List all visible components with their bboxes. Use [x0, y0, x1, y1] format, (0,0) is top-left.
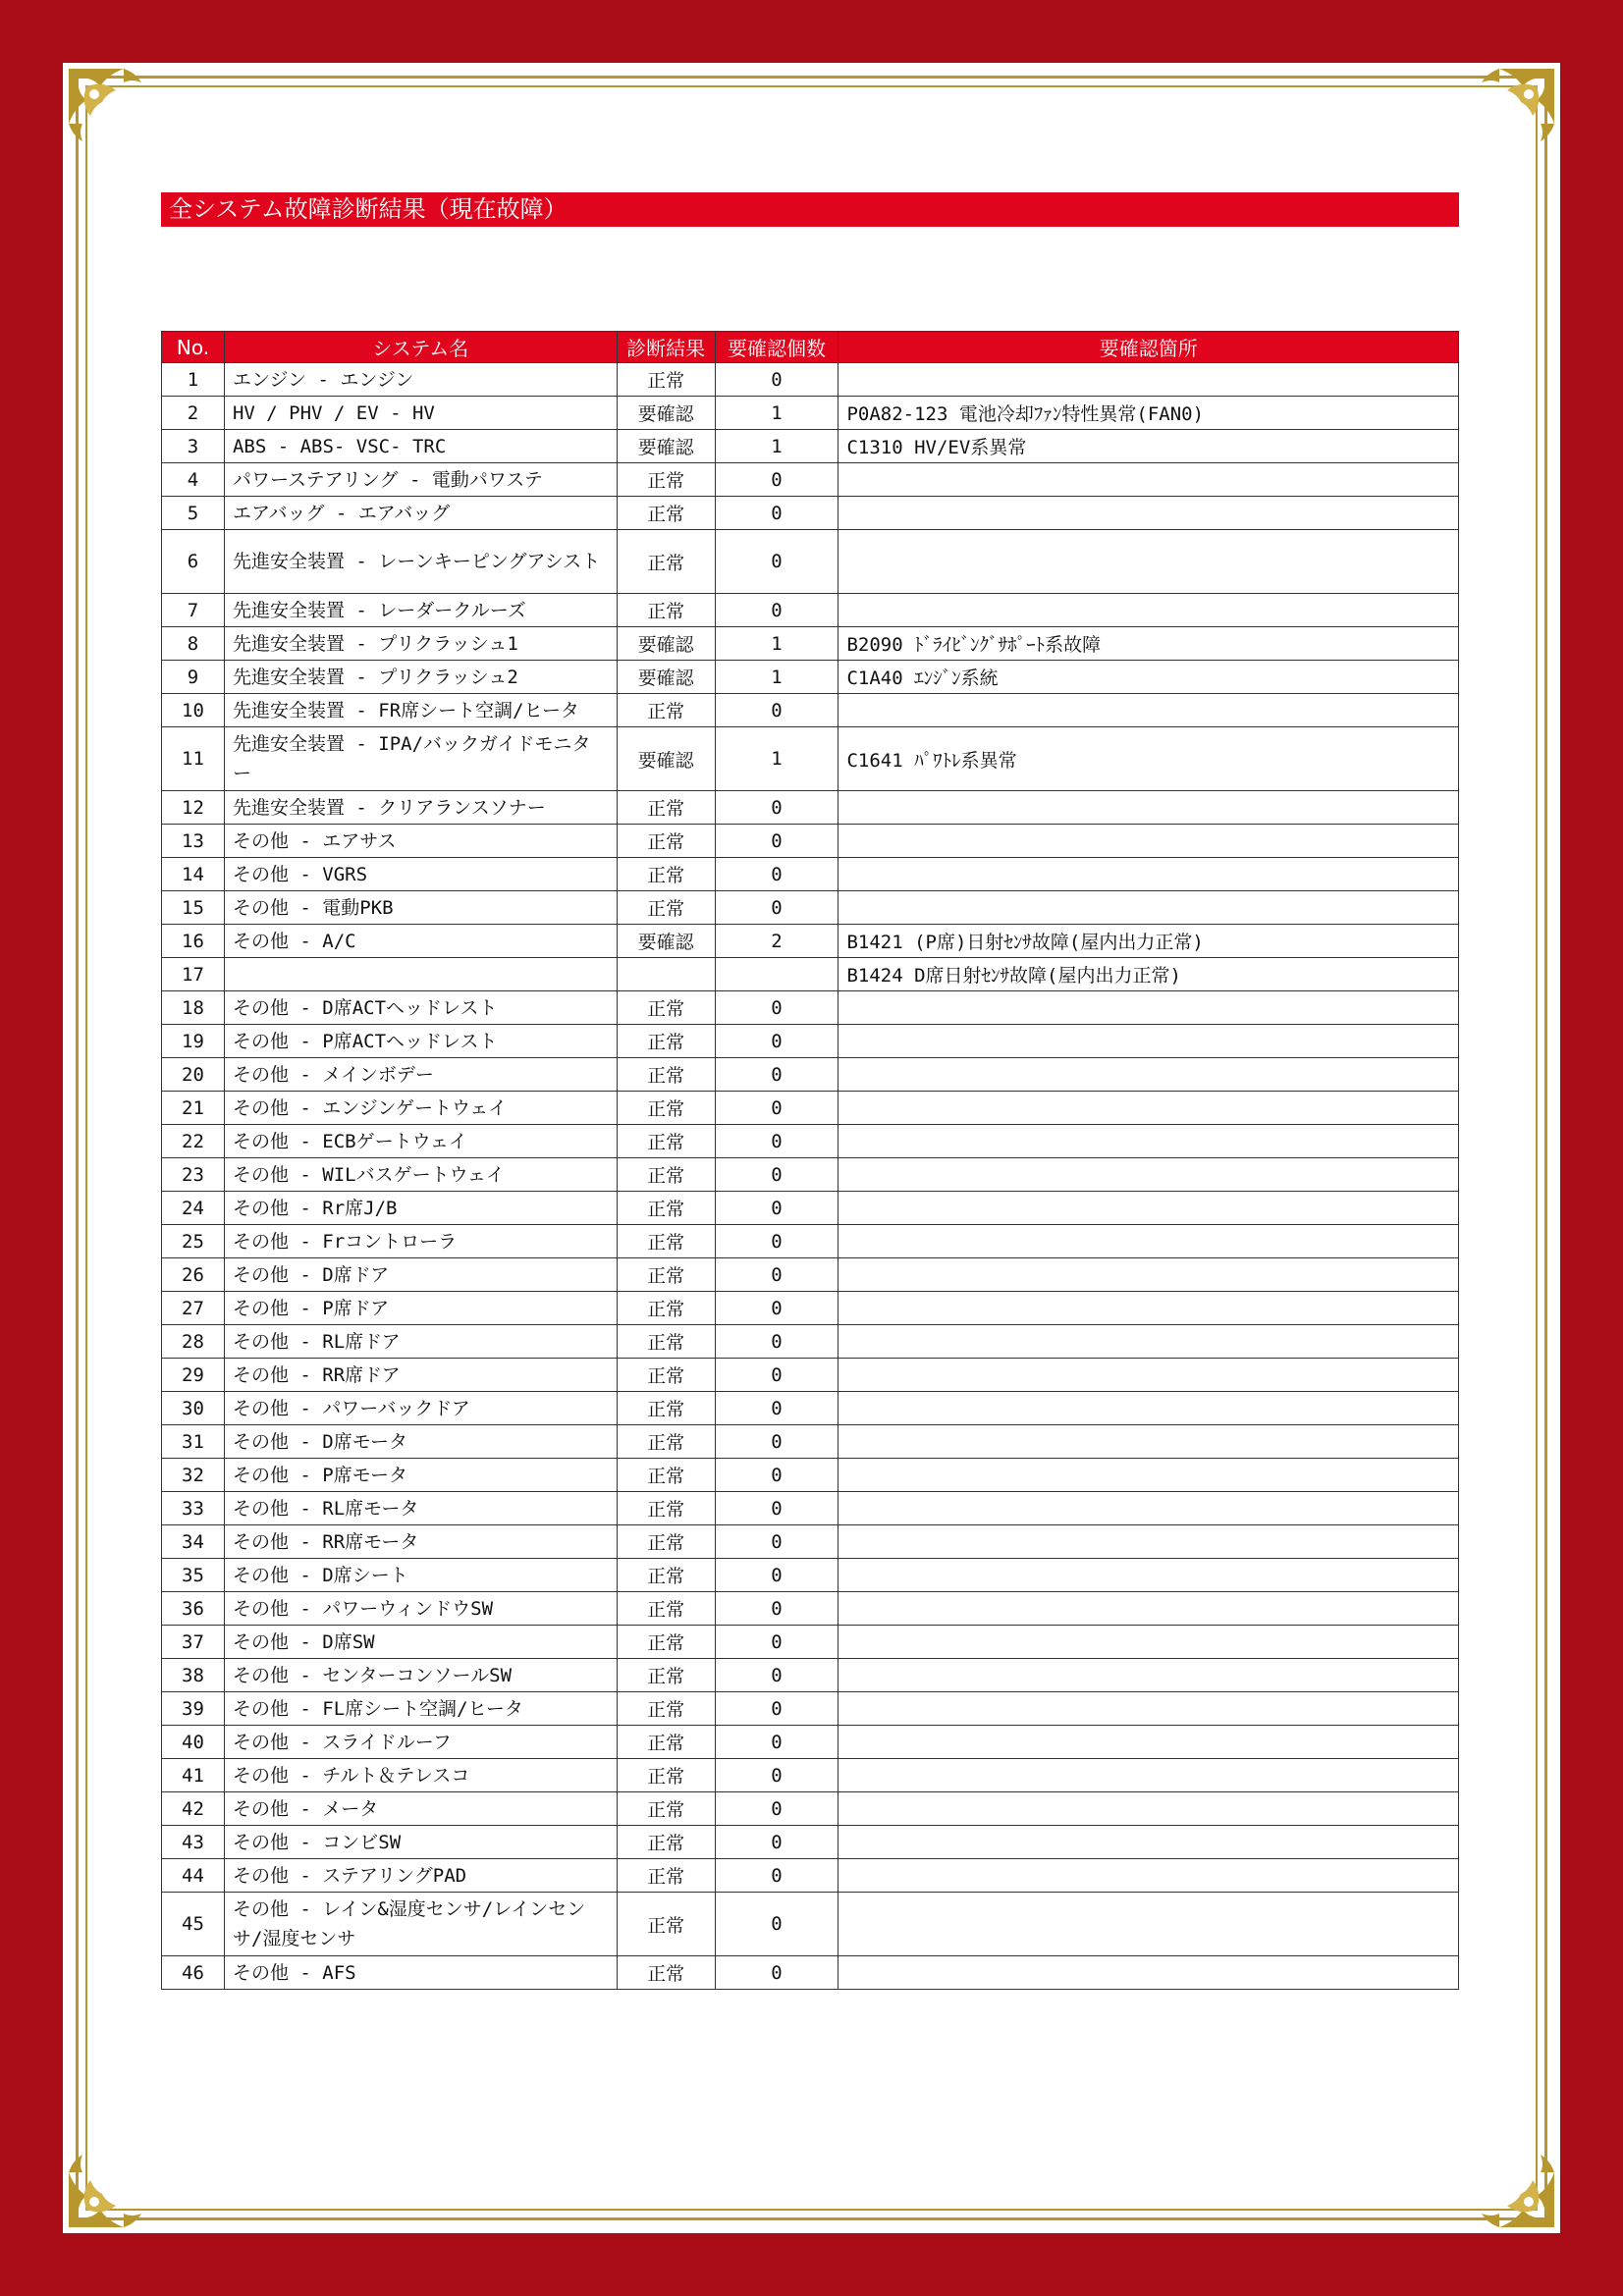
row-no: 36: [162, 1592, 225, 1626]
row-check-count: 0: [715, 1692, 839, 1726]
row-check-location: [839, 1125, 1459, 1158]
row-no: 45: [162, 1893, 225, 1956]
row-diagnosis-result: 正常: [617, 1192, 715, 1225]
row-system-name: その他 - パワーウィンドウSW: [224, 1592, 617, 1626]
table-row: [162, 1025, 1459, 1058]
row-check-location: [839, 1459, 1459, 1492]
row-check-location: [839, 363, 1459, 397]
row-system-name: その他 - VGRS: [224, 858, 617, 891]
row-check-location: [839, 1692, 1459, 1726]
table-row: [162, 1158, 1459, 1192]
row-system-name: その他 - D席SW: [224, 1626, 617, 1659]
row-check-location: [839, 1525, 1459, 1559]
row-check-location: [839, 891, 1459, 925]
row-no: 23: [162, 1158, 225, 1192]
row-diagnosis-result: 正常: [617, 1592, 715, 1626]
row-check-count: 0: [715, 463, 839, 497]
row-diagnosis-result: 正常: [617, 1893, 715, 1956]
ornament-corner-icon: [65, 65, 155, 155]
row-check-count: 0: [715, 1092, 839, 1125]
table-row: [162, 430, 1459, 463]
table-header-row: [162, 332, 1459, 363]
row-system-name: [224, 958, 617, 991]
row-check-count: 0: [715, 1325, 839, 1359]
row-diagnosis-result: 正常: [617, 1759, 715, 1792]
table-row: [162, 1726, 1459, 1759]
row-check-location: [839, 497, 1459, 530]
ornament-corner-icon: [1468, 2141, 1558, 2231]
ornament-corner-icon: [1468, 65, 1558, 155]
row-check-count: 0: [715, 530, 839, 594]
row-check-location: [839, 1792, 1459, 1826]
row-check-count: 0: [715, 1192, 839, 1225]
row-system-name: パワーステアリング - 電動パワステ: [224, 463, 617, 497]
row-system-name: その他 - RR席モータ: [224, 1525, 617, 1559]
row-system-name: その他 - AFS: [224, 1956, 617, 1990]
table-row: [162, 825, 1459, 858]
table-row: [162, 1192, 1459, 1225]
row-diagnosis-result: 要確認: [617, 727, 715, 791]
row-no: 34: [162, 1525, 225, 1559]
row-no: 14: [162, 858, 225, 891]
row-check-location: [839, 1225, 1459, 1258]
row-system-name: その他 - パワーバックドア: [224, 1392, 617, 1425]
row-system-name: その他 - RL席モータ: [224, 1492, 617, 1525]
row-diagnosis-result: 正常: [617, 1459, 715, 1492]
table-row: [162, 1359, 1459, 1392]
row-diagnosis-result: 要確認: [617, 661, 715, 694]
row-system-name: エンジン - エンジン: [224, 363, 617, 397]
table-row: [162, 463, 1459, 497]
row-no: 16: [162, 925, 225, 958]
table-row: [162, 594, 1459, 627]
row-check-location: [839, 1726, 1459, 1759]
row-check-location: [839, 694, 1459, 727]
row-check-location: [839, 1659, 1459, 1692]
row-check-count: [715, 958, 839, 991]
row-check-count: 0: [715, 1459, 839, 1492]
row-check-location: [839, 1158, 1459, 1192]
row-no: 11: [162, 727, 225, 791]
row-diagnosis-result: 正常: [617, 497, 715, 530]
table-row: [162, 1592, 1459, 1626]
row-check-location: [839, 1759, 1459, 1792]
table-row: [162, 1292, 1459, 1325]
row-system-name: その他 - D席モータ: [224, 1425, 617, 1459]
row-no: 13: [162, 825, 225, 858]
row-check-count: 0: [715, 1058, 839, 1092]
row-check-count: 1: [715, 627, 839, 661]
table-row: [162, 791, 1459, 825]
row-diagnosis-result: 正常: [617, 1525, 715, 1559]
row-diagnosis-result: 正常: [617, 1792, 715, 1826]
row-no: 18: [162, 991, 225, 1025]
table-row: [162, 1559, 1459, 1592]
row-diagnosis-result: 正常: [617, 1559, 715, 1592]
row-check-count: 0: [715, 1726, 839, 1759]
row-system-name: その他 - レイン&湿度センサ/レインセンサ/湿度センサ: [224, 1893, 617, 1956]
row-check-location: [839, 1058, 1459, 1092]
row-check-count: 0: [715, 991, 839, 1025]
table-row: [162, 530, 1459, 594]
row-check-location: [839, 1626, 1459, 1659]
row-check-count: 0: [715, 694, 839, 727]
row-check-count: 0: [715, 1859, 839, 1893]
row-check-count: 0: [715, 891, 839, 925]
row-diagnosis-result: 正常: [617, 694, 715, 727]
row-system-name: 先進安全装置 - クリアランスソナー: [224, 791, 617, 825]
table-row: [162, 1058, 1459, 1092]
table-row: [162, 694, 1459, 727]
row-diagnosis-result: 正常: [617, 858, 715, 891]
row-check-count: 0: [715, 1759, 839, 1792]
report-page: [63, 63, 1560, 2233]
row-check-location: [839, 1392, 1459, 1425]
row-system-name: その他 - P席モータ: [224, 1459, 617, 1492]
row-no: 12: [162, 791, 225, 825]
table-row: [162, 497, 1459, 530]
row-no: 6: [162, 530, 225, 594]
table-row: [162, 1125, 1459, 1158]
row-check-count: 0: [715, 1525, 839, 1559]
row-no: 20: [162, 1058, 225, 1092]
row-no: 30: [162, 1392, 225, 1425]
row-system-name: その他 - 電動PKB: [224, 891, 617, 925]
row-system-name: その他 - RR席ドア: [224, 1359, 617, 1392]
row-system-name: その他 - チルト＆テレスコ: [224, 1759, 617, 1792]
row-no: 38: [162, 1659, 225, 1692]
table-row: [162, 1826, 1459, 1859]
row-system-name: その他 - センターコンソールSW: [224, 1659, 617, 1692]
row-check-location: [839, 1292, 1459, 1325]
table-row: [162, 1956, 1459, 1990]
table-row: [162, 1392, 1459, 1425]
row-no: 44: [162, 1859, 225, 1893]
row-no: 28: [162, 1325, 225, 1359]
row-system-name: 先進安全装置 - IPA/バックガイドモニター: [224, 727, 617, 791]
table-body: [162, 363, 1459, 1990]
row-diagnosis-result: 正常: [617, 991, 715, 1025]
row-no: 24: [162, 1192, 225, 1225]
row-system-name: その他 - D席シート: [224, 1559, 617, 1592]
table-row: [162, 1258, 1459, 1292]
row-check-location: [839, 1893, 1459, 1956]
row-diagnosis-result: 正常: [617, 1626, 715, 1659]
row-check-count: 0: [715, 825, 839, 858]
row-diagnosis-result: 正常: [617, 1292, 715, 1325]
row-check-location: [839, 1859, 1459, 1893]
row-check-location: B1424 D席日射ｾﾝｻ故障(屋内出力正常): [839, 958, 1459, 991]
row-no: 25: [162, 1225, 225, 1258]
ornament-corner-icon: [65, 2141, 155, 2231]
row-diagnosis-result: 正常: [617, 1225, 715, 1258]
row-diagnosis-result: 要確認: [617, 925, 715, 958]
row-no: 3: [162, 430, 225, 463]
row-no: 9: [162, 661, 225, 694]
row-diagnosis-result: 正常: [617, 1158, 715, 1192]
table-row: [162, 1525, 1459, 1559]
table-row: [162, 661, 1459, 694]
row-diagnosis-result: 正常: [617, 1258, 715, 1292]
row-check-location: [839, 463, 1459, 497]
row-no: 39: [162, 1692, 225, 1726]
row-system-name: その他 - ECBゲートウェイ: [224, 1125, 617, 1158]
header-system-name: システム名: [224, 332, 617, 363]
row-check-location: [839, 1092, 1459, 1125]
row-check-count: 0: [715, 1492, 839, 1525]
row-check-location: [839, 530, 1459, 594]
row-system-name: エアバッグ - エアバッグ: [224, 497, 617, 530]
row-diagnosis-result: 正常: [617, 891, 715, 925]
row-no: 43: [162, 1826, 225, 1859]
row-system-name: 先進安全装置 - FR席シート空調/ヒータ: [224, 694, 617, 727]
row-no: 29: [162, 1359, 225, 1392]
row-check-count: 0: [715, 1292, 839, 1325]
row-no: 35: [162, 1559, 225, 1592]
table-row: [162, 1792, 1459, 1826]
row-check-count: 0: [715, 1359, 839, 1392]
row-check-count: 0: [715, 1425, 839, 1459]
row-no: 42: [162, 1792, 225, 1826]
row-system-name: ABS - ABS- VSC- TRC: [224, 430, 617, 463]
table-row: [162, 1425, 1459, 1459]
row-diagnosis-result: 正常: [617, 1425, 715, 1459]
row-no: 10: [162, 694, 225, 727]
row-diagnosis-result: 正常: [617, 1859, 715, 1893]
row-no: 32: [162, 1459, 225, 1492]
row-system-name: その他 - ステアリングPAD: [224, 1859, 617, 1893]
row-check-count: 0: [715, 1626, 839, 1659]
row-no: 4: [162, 463, 225, 497]
table-row: [162, 991, 1459, 1025]
row-check-count: 0: [715, 791, 839, 825]
row-system-name: その他 - D席ドア: [224, 1258, 617, 1292]
row-system-name: その他 - エアサス: [224, 825, 617, 858]
row-check-location: C1A40 ｴﾝｼﾞﾝ系統: [839, 661, 1459, 694]
row-system-name: 先進安全装置 - プリクラッシュ1: [224, 627, 617, 661]
row-diagnosis-result: 正常: [617, 1956, 715, 1990]
row-check-count: 0: [715, 1956, 839, 1990]
table-row: [162, 397, 1459, 430]
row-diagnosis-result: 正常: [617, 1359, 715, 1392]
row-system-name: その他 - コンビSW: [224, 1826, 617, 1859]
row-diagnosis-result: 正常: [617, 1058, 715, 1092]
row-check-location: [839, 991, 1459, 1025]
row-no: 5: [162, 497, 225, 530]
row-system-name: その他 - メータ: [224, 1792, 617, 1826]
row-check-location: [839, 1192, 1459, 1225]
row-system-name: その他 - Rr席J/B: [224, 1192, 617, 1225]
row-diagnosis-result: [617, 958, 715, 991]
row-check-location: [839, 1826, 1459, 1859]
row-check-location: [839, 594, 1459, 627]
row-system-name: その他 - Frコントローラ: [224, 1225, 617, 1258]
row-diagnosis-result: 正常: [617, 1826, 715, 1859]
row-check-count: 0: [715, 1659, 839, 1692]
row-check-count: 0: [715, 1792, 839, 1826]
row-check-count: 0: [715, 1826, 839, 1859]
table-row: [162, 1893, 1459, 1956]
row-check-location: [839, 1492, 1459, 1525]
row-check-count: 0: [715, 1392, 839, 1425]
row-diagnosis-result: 正常: [617, 791, 715, 825]
table-row: [162, 1692, 1459, 1726]
row-check-count: 1: [715, 430, 839, 463]
row-system-name: その他 - P席ドア: [224, 1292, 617, 1325]
row-diagnosis-result: 正常: [617, 1392, 715, 1425]
row-diagnosis-result: 正常: [617, 1692, 715, 1726]
row-system-name: その他 - A/C: [224, 925, 617, 958]
row-diagnosis-result: 正常: [617, 463, 715, 497]
diagnosis-table: [161, 331, 1459, 1990]
row-system-name: その他 - メインボデー: [224, 1058, 617, 1092]
row-diagnosis-result: 正常: [617, 1025, 715, 1058]
table-row: [162, 1225, 1459, 1258]
row-no: 41: [162, 1759, 225, 1792]
table-row: [162, 1325, 1459, 1359]
row-no: 21: [162, 1092, 225, 1125]
table-row: [162, 627, 1459, 661]
row-system-name: その他 - D席ACTヘッドレスト: [224, 991, 617, 1025]
row-check-location: [839, 1359, 1459, 1392]
header-check-location: 要確認箇所: [839, 332, 1459, 363]
row-diagnosis-result: 要確認: [617, 627, 715, 661]
row-check-count: 0: [715, 1559, 839, 1592]
row-check-location: [839, 1258, 1459, 1292]
page-title: 全システム故障診断結果（現在故障）: [161, 192, 1459, 227]
row-check-location: [839, 1559, 1459, 1592]
row-system-name: 先進安全装置 - レーダークルーズ: [224, 594, 617, 627]
row-system-name: その他 - P席ACTヘッドレスト: [224, 1025, 617, 1058]
row-diagnosis-result: 正常: [617, 363, 715, 397]
row-diagnosis-result: 正常: [617, 1726, 715, 1759]
table-row: [162, 363, 1459, 397]
row-check-count: 0: [715, 497, 839, 530]
row-diagnosis-result: 要確認: [617, 430, 715, 463]
row-diagnosis-result: 正常: [617, 530, 715, 594]
row-check-count: 0: [715, 858, 839, 891]
table-row: [162, 1759, 1459, 1792]
header-check-count: 要確認個数: [715, 332, 839, 363]
row-no: 17: [162, 958, 225, 991]
row-check-count: 0: [715, 1592, 839, 1626]
row-no: 7: [162, 594, 225, 627]
row-check-count: 0: [715, 1893, 839, 1956]
row-system-name: 先進安全装置 - レーンキーピングアシスト: [224, 530, 617, 594]
row-check-location: B1421 (P席)日射ｾﾝｻ故障(屋内出力正常): [839, 925, 1459, 958]
row-no: 2: [162, 397, 225, 430]
row-check-count: 1: [715, 661, 839, 694]
row-system-name: HV / PHV / EV - HV: [224, 397, 617, 430]
row-no: 22: [162, 1125, 225, 1158]
row-check-count: 0: [715, 1125, 839, 1158]
row-no: 40: [162, 1726, 225, 1759]
row-no: 15: [162, 891, 225, 925]
table-row: [162, 891, 1459, 925]
row-check-location: [839, 858, 1459, 891]
row-no: 26: [162, 1258, 225, 1292]
row-diagnosis-result: 正常: [617, 1659, 715, 1692]
row-no: 31: [162, 1425, 225, 1459]
table-row: [162, 1626, 1459, 1659]
row-system-name: その他 - FL席シート空調/ヒータ: [224, 1692, 617, 1726]
table-row: [162, 1459, 1459, 1492]
row-diagnosis-result: 正常: [617, 825, 715, 858]
row-check-count: 0: [715, 594, 839, 627]
row-check-count: 1: [715, 727, 839, 791]
row-check-location: [839, 1425, 1459, 1459]
row-check-location: [839, 825, 1459, 858]
table-row: [162, 727, 1459, 791]
row-check-location: B2090 ﾄﾞﾗｲﾋﾞﾝｸﾞｻﾎﾟｰﾄ系故障: [839, 627, 1459, 661]
row-diagnosis-result: 正常: [617, 1492, 715, 1525]
row-no: 27: [162, 1292, 225, 1325]
row-diagnosis-result: 正常: [617, 1325, 715, 1359]
row-check-location: [839, 1325, 1459, 1359]
row-system-name: その他 - WILバスゲートウェイ: [224, 1158, 617, 1192]
row-diagnosis-result: 正常: [617, 1125, 715, 1158]
row-check-count: 2: [715, 925, 839, 958]
row-check-count: 1: [715, 397, 839, 430]
row-system-name: その他 - スライドルーフ: [224, 1726, 617, 1759]
table-row: [162, 858, 1459, 891]
row-check-location: [839, 1025, 1459, 1058]
row-system-name: 先進安全装置 - プリクラッシュ2: [224, 661, 617, 694]
row-check-location: [839, 1592, 1459, 1626]
row-check-count: 0: [715, 1225, 839, 1258]
row-no: 19: [162, 1025, 225, 1058]
row-check-location: C1310 HV/EV系異常: [839, 430, 1459, 463]
row-diagnosis-result: 正常: [617, 594, 715, 627]
row-diagnosis-result: 要確認: [617, 397, 715, 430]
row-no: 1: [162, 363, 225, 397]
header-diagnosis-result: 診断結果: [617, 332, 715, 363]
row-no: 46: [162, 1956, 225, 1990]
row-no: 33: [162, 1492, 225, 1525]
header-no: No.: [162, 332, 225, 363]
table-row: [162, 1659, 1459, 1692]
row-check-location: C1641 ﾊﾟﾜﾄﾚ系異常: [839, 727, 1459, 791]
row-check-count: 0: [715, 1025, 839, 1058]
row-check-location: P0A82-123 電池冷却ﾌｧﾝ特性異常(FAN0): [839, 397, 1459, 430]
row-check-count: 0: [715, 1158, 839, 1192]
table-row: [162, 925, 1459, 958]
row-no: 8: [162, 627, 225, 661]
row-check-location: [839, 1956, 1459, 1990]
row-no: 37: [162, 1626, 225, 1659]
row-system-name: その他 - RL席ドア: [224, 1325, 617, 1359]
table-row: [162, 1859, 1459, 1893]
row-check-location: [839, 791, 1459, 825]
row-check-count: 0: [715, 1258, 839, 1292]
row-check-count: 0: [715, 363, 839, 397]
table-row: [162, 958, 1459, 991]
table-row: [162, 1092, 1459, 1125]
row-diagnosis-result: 正常: [617, 1092, 715, 1125]
table-row: [162, 1492, 1459, 1525]
row-system-name: その他 - エンジンゲートウェイ: [224, 1092, 617, 1125]
